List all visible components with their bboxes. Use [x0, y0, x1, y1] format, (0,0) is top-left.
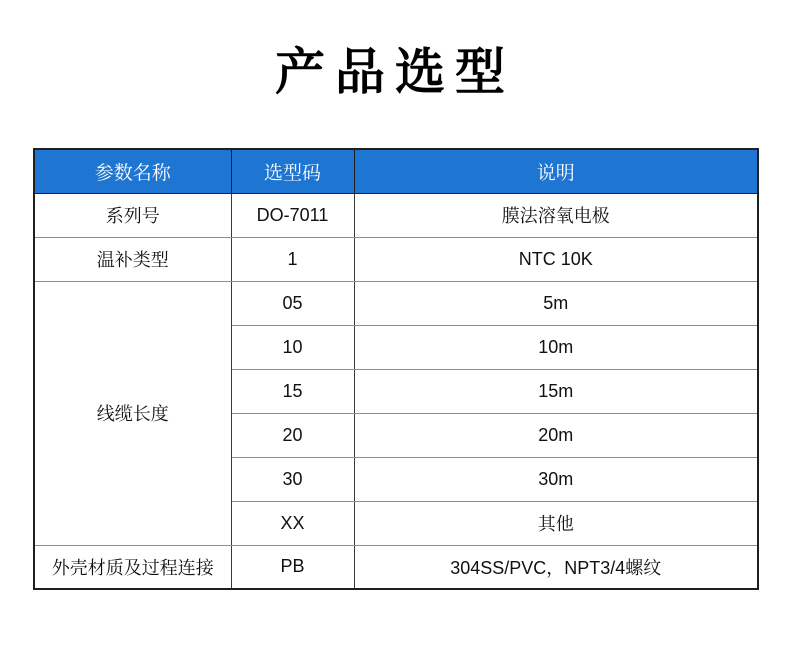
- table-row-temp-comp: [34, 237, 758, 281]
- code-cell: 30: [231, 457, 354, 501]
- param-cell: 外壳材质及过程连接: [34, 545, 231, 589]
- desc-cell: 30m: [354, 457, 758, 501]
- desc-cell: 10m: [354, 325, 758, 369]
- code-cell: 15: [231, 369, 354, 413]
- header-description: 说明: [354, 149, 758, 193]
- header-selection-code: 选型码: [231, 149, 354, 193]
- code-cell: DO-7011: [231, 193, 354, 237]
- table-row-cable-05: [34, 281, 758, 325]
- table-row-housing: [34, 545, 758, 589]
- desc-cell: 15m: [354, 369, 758, 413]
- desc-cell: 其他: [354, 501, 758, 545]
- desc-cell: NTC 10K: [354, 237, 758, 281]
- code-cell: 10: [231, 325, 354, 369]
- table-body: [34, 193, 758, 589]
- product-selection-table: [33, 148, 759, 590]
- header-row: [34, 149, 758, 193]
- table-header: [34, 149, 758, 193]
- desc-cell: 膜法溶氧电极: [354, 193, 758, 237]
- code-cell: 20: [231, 413, 354, 457]
- param-cell: 系列号: [34, 193, 231, 237]
- param-cell-cable-length: 线缆长度: [34, 281, 231, 545]
- table-row-series: [34, 193, 758, 237]
- header-param-name: 参数名称: [34, 149, 231, 193]
- code-cell: 05: [231, 281, 354, 325]
- desc-cell: 20m: [354, 413, 758, 457]
- desc-cell: 5m: [354, 281, 758, 325]
- desc-cell: 304SS/PVC，NPT3/4螺纹: [354, 545, 758, 589]
- param-cell: 温补类型: [34, 237, 231, 281]
- page-title: 产品选型: [275, 44, 515, 100]
- code-cell: PB: [231, 545, 354, 589]
- code-cell: 1: [231, 237, 354, 281]
- code-cell: XX: [231, 501, 354, 545]
